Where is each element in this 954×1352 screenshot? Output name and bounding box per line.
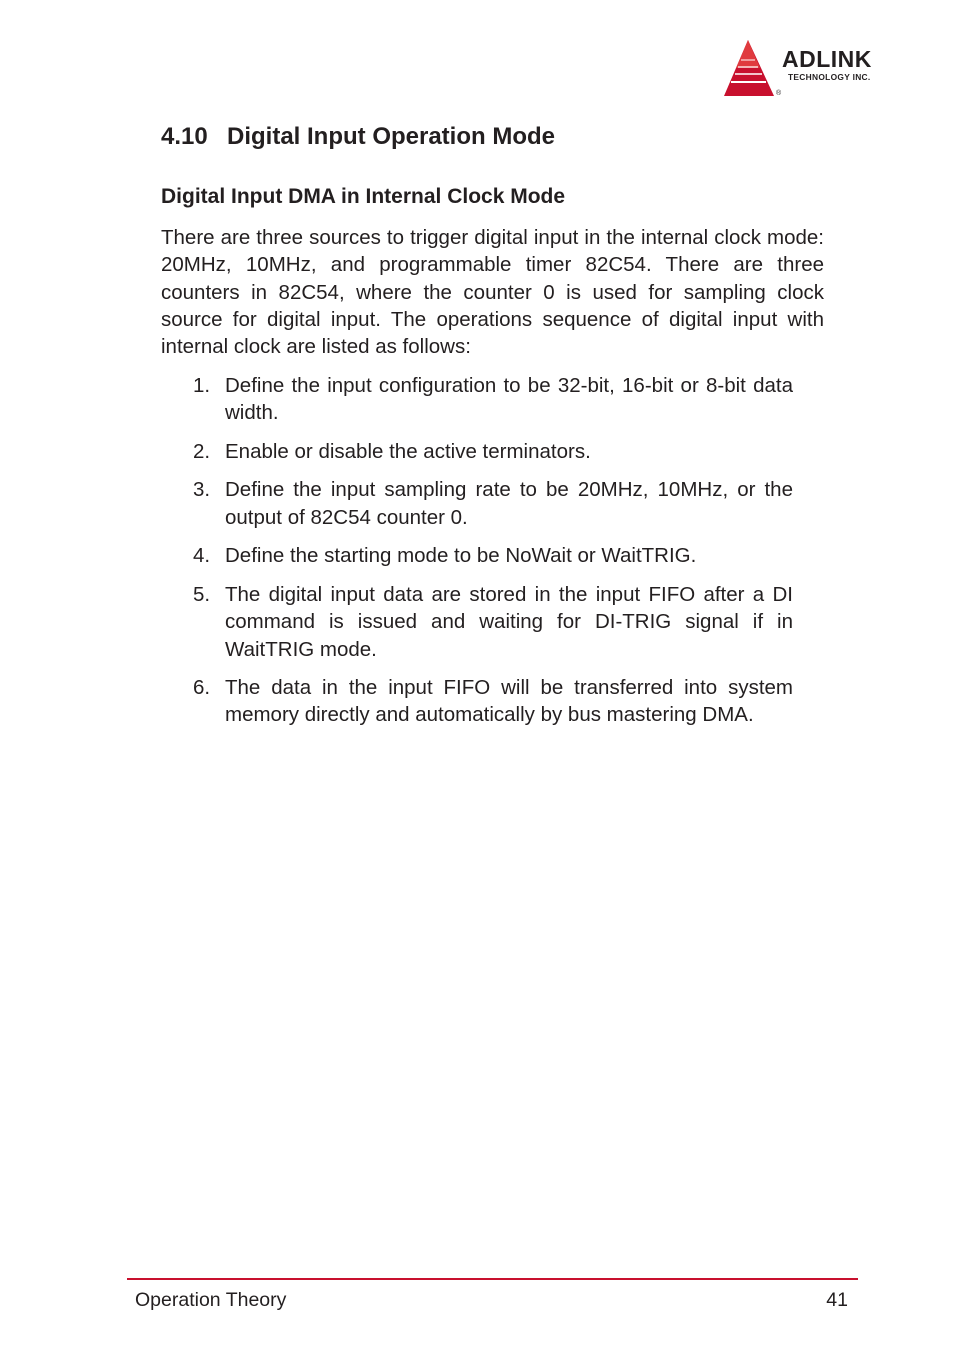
- list-item-number: 1.: [193, 374, 211, 397]
- list-item-text: Define the starting mode to be NoWait or WaitTRIG.: [225, 544, 697, 568]
- list-item: [161, 674, 793, 729]
- section-title: [161, 120, 555, 154]
- list-item-text: The digital input data are stored in the input FIFO after a DI command is issued and waiting for DI-TRIG signal if in WaitTRIG mode.: [225, 582, 793, 661]
- list-item-number: 2.: [193, 439, 211, 463]
- logo-brand-text: ADLINK: [782, 46, 872, 72]
- list-item-text: Define the input configuration to be 32-bit, 16-bit or 8-bit data width.: [225, 374, 793, 425]
- list-item-text: The data in the input FIFO will be transferred into system memory directly and automatically by bus mastering DMA.: [225, 676, 793, 727]
- steps-list: [161, 372, 793, 740]
- list-item-number: 5.: [193, 582, 211, 606]
- logo-registered-mark: ®: [776, 90, 782, 97]
- list-item-text: Define the input sampling rate to be 20MHz, 10MHz, or the output of 82C54 counter 0.: [225, 478, 793, 529]
- adlink-triangle-icon: [722, 38, 778, 98]
- logo-tagline: TECHNOLOGY INC.: [788, 72, 871, 82]
- list-item-text: Enable or disable the active terminators.: [225, 439, 591, 463]
- list-item-number: 4.: [193, 544, 211, 568]
- list-item-number: 3.: [193, 478, 211, 502]
- list-item: [161, 542, 793, 569]
- footer-chapter-title: Operation Theory: [135, 1289, 287, 1311]
- list-item-number: 6.: [193, 676, 211, 700]
- subsection-title: Digital Input DMA in Internal Clock Mode: [161, 185, 566, 208]
- intro-paragraph: There are three sources to trigger digital input in the internal clock mode: 20MHz, 10MHz, and programmable timer 82C54. There are three counters in 82C54, where the counter 0 is used for sampling clock source for digital input. The operations sequence of digital input with internal clock are listed as follows:: [161, 226, 824, 359]
- adlink-logo: [722, 38, 912, 100]
- list-item: [161, 372, 793, 427]
- list-item: [161, 438, 793, 465]
- footer-divider: [127, 1278, 858, 1280]
- list-item: [161, 581, 793, 663]
- list-item: [161, 476, 793, 531]
- page-number: 41: [826, 1289, 848, 1311]
- section-number: 4.10: [161, 123, 208, 150]
- section-title-text: Digital Input Operation Mode: [227, 123, 555, 150]
